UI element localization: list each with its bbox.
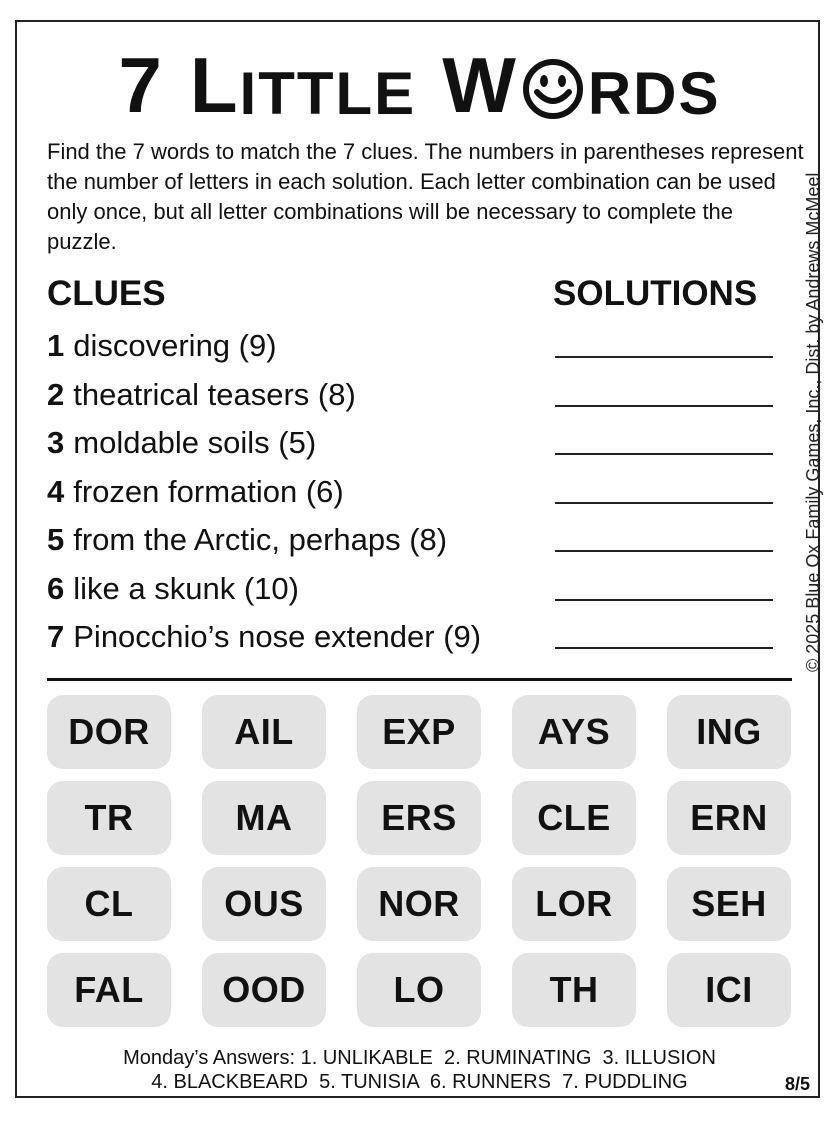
solution-blank-1[interactable] [555,356,773,358]
letter-tile[interactable]: ICI [667,953,791,1027]
letter-tile[interactable]: CLE [512,781,636,855]
clue-text: moldable soils (5) [73,425,317,461]
solutions-heading: SOLUTIONS [553,274,758,313]
puzzle-frame [15,20,823,1098]
clue-list [47,322,777,662]
letter-tile[interactable]: ERS [357,781,481,855]
clue-text: from the Arctic, perhaps (8) [73,522,448,558]
clue-number: 3 [47,425,65,461]
answers-line-1: Monday’s Answers: 1. UNLIKABLE 2. RUMINATING 3. ILLUSION [123,1047,716,1069]
letter-tile[interactable]: OUS [202,867,326,941]
solution-blank-6[interactable] [555,599,773,601]
letter-tile[interactable]: LO [357,953,481,1027]
solution-blank-4[interactable] [555,502,773,504]
title-letter-w: W [442,41,518,129]
title-letter-l: L [189,41,240,129]
letter-tile[interactable]: AYS [512,695,636,769]
clue-number: 1 [47,328,65,364]
puzzle-title [17,41,822,129]
instructions-text: Find the 7 words to match the 7 clues. The numbers in parentheses represent the number of letters in each solution. Each letter combination can be used only once, but all letter combinations will be necessary to complete the puzzle. [47,139,804,254]
letter-tile[interactable]: LOR [512,867,636,941]
clue-number: 2 [47,376,65,412]
clue-7 [47,613,777,662]
clues-heading: CLUES [47,274,166,313]
letter-tile[interactable]: DOR [47,695,171,769]
clue-6 [47,565,777,614]
clue-number: 7 [47,619,65,655]
title-number: 7 [118,41,164,129]
clue-text: frozen formation (6) [73,473,344,509]
letter-tiles-grid [47,695,792,1025]
clue-number: 6 [47,570,65,606]
letter-tile[interactable]: ERN [667,781,791,855]
letter-tile[interactable]: FAL [47,953,171,1027]
title-word-rds: RDS [587,60,721,127]
clue-2 [47,371,777,420]
title-word-ittle: ITTLE [239,60,417,127]
divider-line [47,678,792,681]
solution-blank-3[interactable] [555,453,773,455]
copyright-notice: © 2025 Blue Ox Family Games, Inc., Dist. by Andrews McMeel [803,172,823,672]
clue-3 [47,419,777,468]
letter-tile[interactable]: TH [512,953,636,1027]
letter-tile[interactable]: CL [47,867,171,941]
clue-5 [47,516,777,565]
clue-1 [47,322,777,371]
letter-tile[interactable]: ING [667,695,791,769]
letter-tile[interactable]: SEH [667,867,791,941]
clue-text: Pinocchio’s nose extender (9) [73,619,482,655]
smiley-face-icon [522,58,584,120]
letter-tile[interactable]: MA [202,781,326,855]
clue-4 [47,468,777,517]
letter-tile[interactable]: AIL [202,695,326,769]
letter-tile[interactable]: OOD [202,953,326,1027]
previous-answers [17,1046,822,1094]
clue-number: 4 [47,473,65,509]
puzzle-date: 8/5 [784,1074,810,1094]
solution-blank-2[interactable] [555,405,773,407]
clue-text: theatrical teasers (8) [73,376,356,412]
letter-tile[interactable]: EXP [357,695,481,769]
letter-tile[interactable]: NOR [357,867,481,941]
solution-blank-5[interactable] [555,550,773,552]
solution-blank-7[interactable] [555,647,773,649]
clue-number: 5 [47,522,65,558]
letter-tile[interactable]: TR [47,781,171,855]
answers-line-2: 4. BLACKBEARD 5. TUNISIA 6. RUNNERS 7. PUDDLING [151,1071,688,1093]
clue-text: discovering (9) [73,328,277,364]
clue-text: like a skunk (10) [73,570,299,606]
